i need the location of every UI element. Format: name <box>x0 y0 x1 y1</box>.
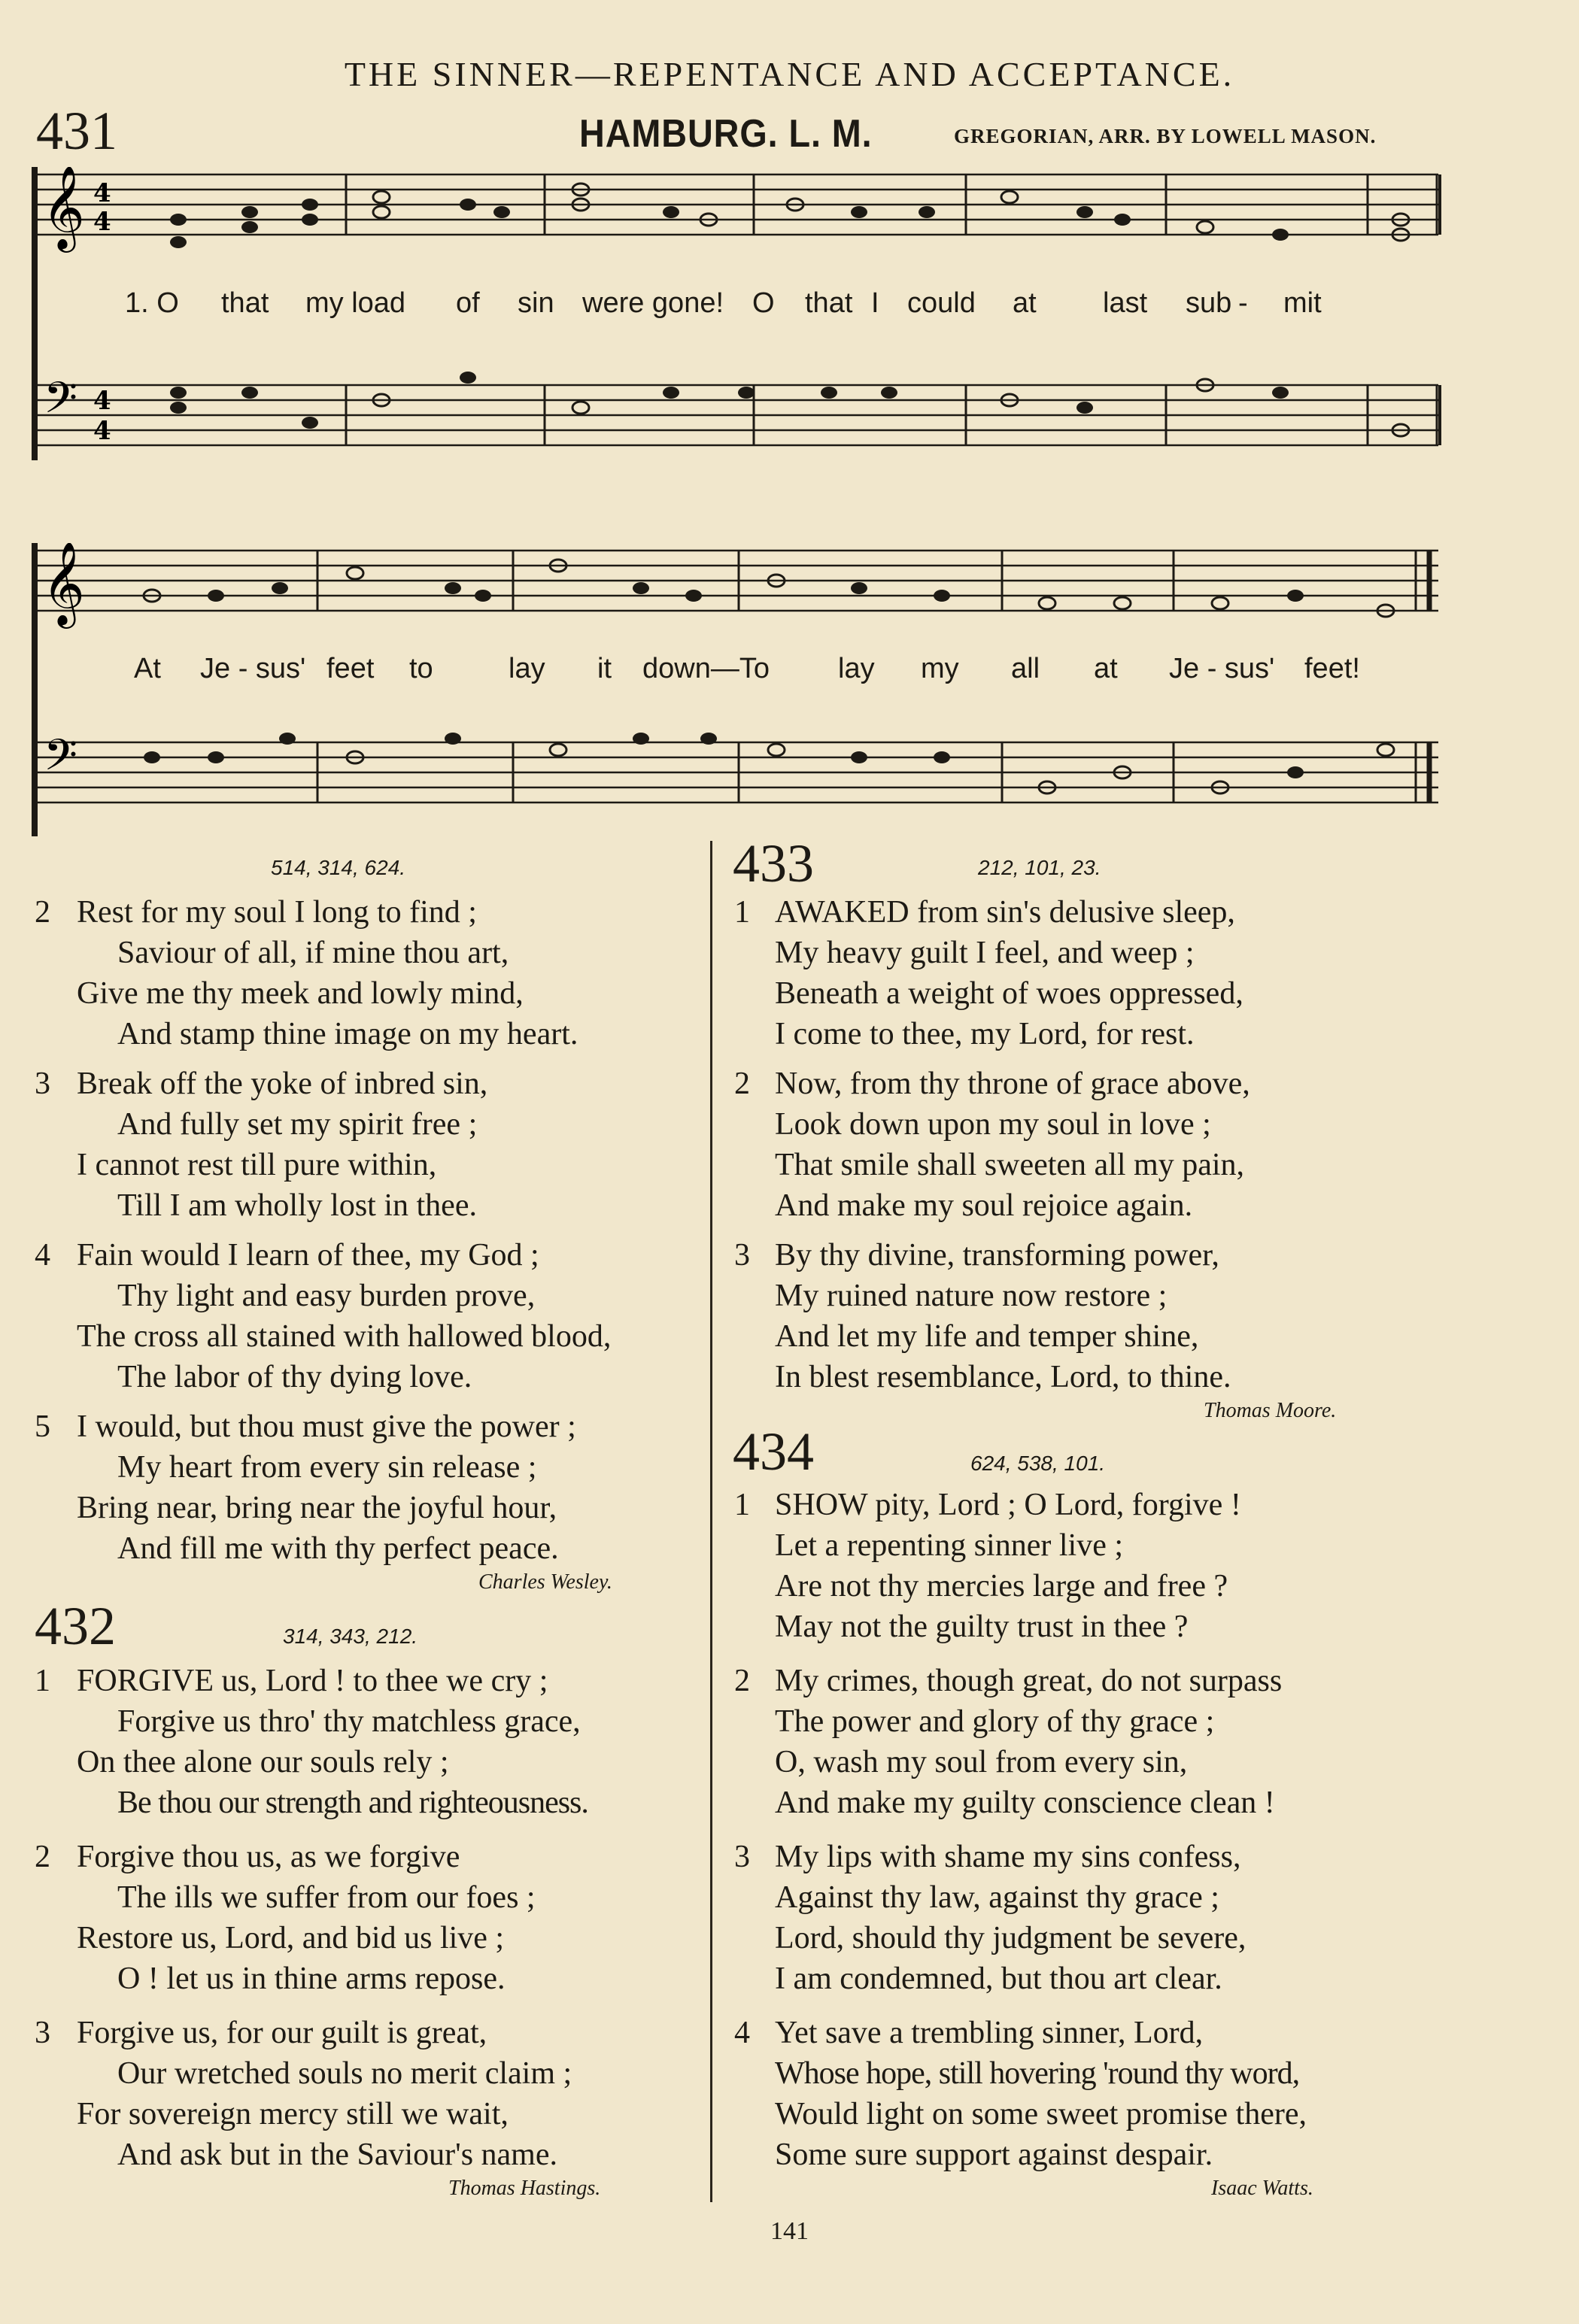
hymn-431-meter: 514, 314, 624. <box>271 856 406 879</box>
verse-line: The labor of thy dying love. <box>117 1360 472 1394</box>
verse-line: O ! let us in thine arms repose. <box>117 1961 506 1996</box>
lyric-syllable: Je - sus' <box>200 653 306 684</box>
verse-line: Be thou our strength and righteousness. <box>117 1785 588 1820</box>
verse-line: May not the guilty trust in thee ? <box>775 1610 1189 1644</box>
hymn-433-meter: 212, 101, 23. <box>978 856 1101 879</box>
stanza-number: 1 <box>35 1664 50 1698</box>
verse-line: O, wash my soul from every sin, <box>775 1745 1188 1779</box>
lyric-syllable: to <box>409 653 433 684</box>
lyric-syllable: mit <box>1283 287 1322 319</box>
lyric-syllable: - <box>1238 287 1248 319</box>
verse-line: In blest resemblance, Lord, to thine. <box>775 1360 1231 1394</box>
verse-line: AWAKED from sin's delusive sleep, <box>775 895 1235 930</box>
svg-text:4: 4 <box>93 416 111 446</box>
verse-line: Look down upon my soul in love ; <box>775 1107 1211 1142</box>
stanza-number: 5 <box>35 1409 50 1444</box>
verse-line: SHOW pity, Lord ; O Lord, forgive ! <box>775 1488 1241 1522</box>
verse-line: FORGIVE us, Lord ! to thee we cry ; <box>77 1664 548 1698</box>
stanza-number: 2 <box>734 1664 750 1698</box>
hymn-431-author: Charles Wesley. <box>478 1570 612 1594</box>
verse-line: Yet save a trembling sinner, Lord, <box>775 2016 1204 2050</box>
hymn-433-author: Thomas Moore. <box>1204 1399 1337 1422</box>
verse-line: By thy divine, transforming power, <box>775 1238 1219 1273</box>
treble-clef-icon: 𝄞 <box>42 167 85 249</box>
verse-line: And make my soul rejoice again. <box>775 1188 1193 1223</box>
svg-text:4: 4 <box>93 178 111 208</box>
lyric-syllable: of <box>456 287 480 319</box>
verse-line: I cannot rest till pure within, <box>77 1148 437 1182</box>
lyric-syllable: last <box>1103 287 1148 319</box>
lyrics-line-1 <box>125 287 1404 320</box>
lyrics-line-2 <box>134 653 1413 685</box>
treble-clef-icon: 𝄞 <box>42 543 85 625</box>
verse-line: The power and glory of thy grace ; <box>775 1704 1215 1739</box>
lyric-syllable: lay <box>838 653 875 684</box>
verse-line: I come to thee, my Lord, for rest. <box>775 1017 1195 1051</box>
verse-line: I would, but thou must give the power ; <box>77 1409 576 1444</box>
verse-line: For sovereign mercy still we wait, <box>77 2097 509 2131</box>
verse-line: That smile shall sweeten all my pain, <box>775 1148 1245 1182</box>
lyric-syllable: feet! <box>1304 653 1360 684</box>
score-staves-2 <box>32 543 1443 836</box>
lyric-syllable: At <box>134 653 161 684</box>
lyric-syllable: could <box>907 287 976 319</box>
tune-name: HAMBURG. L. M. <box>579 112 873 156</box>
verse-line: Are not thy mercies large and free ? <box>775 1569 1228 1603</box>
lyric-syllable: down—To <box>642 653 770 684</box>
lyric-syllable: at <box>1094 653 1118 684</box>
stanza-number: 1 <box>734 895 750 930</box>
verse-line: The ills we suffer from our foes ; <box>117 1880 536 1915</box>
verse-line: Rest for my soul I long to find ; <box>77 895 477 930</box>
column-divider <box>710 841 712 2202</box>
lyric-syllable: my load <box>305 287 406 319</box>
lyric-syllable: were gone! <box>582 287 724 319</box>
lyric-syllable: O <box>752 287 775 319</box>
lyric-syllable: that <box>221 287 269 319</box>
page-header: THE SINNER—REPENTANCE AND ACCEPTANCE. <box>344 55 1235 93</box>
hymn-433-number: 433 <box>733 833 814 893</box>
verse-line: Break off the yoke of inbred sin, <box>77 1066 488 1101</box>
hymn-432-meter: 314, 343, 212. <box>283 1625 418 1648</box>
verse-line: On thee alone our souls rely ; <box>77 1745 449 1779</box>
stanza-number: 2 <box>734 1066 750 1101</box>
verse-line: Against thy law, against thy grace ; <box>775 1880 1219 1915</box>
verse-line: I am condemned, but thou art clear. <box>775 1961 1222 1996</box>
verse-line: And stamp thine image on my heart. <box>117 1017 578 1051</box>
verse-line: My crimes, though great, do not surpass <box>775 1664 1283 1698</box>
music-system-2 <box>32 543 1443 836</box>
stanza-number: 3 <box>734 1238 750 1273</box>
lyric-syllable: sub <box>1186 287 1232 319</box>
lyric-syllable: my <box>921 653 959 684</box>
stanza-number: 2 <box>35 895 50 930</box>
hymn-434-author: Isaac Watts. <box>1211 2177 1313 2200</box>
lyric-syllable: at <box>1013 287 1037 319</box>
svg-text:4: 4 <box>93 207 111 237</box>
stanza-number: 3 <box>35 1066 50 1101</box>
hymn-432-number: 432 <box>35 1596 116 1656</box>
stanza-number: 3 <box>734 1840 750 1874</box>
stanza-number: 1 <box>734 1488 750 1522</box>
hymn-431-number: 431 <box>36 101 117 161</box>
verse-line: Saviour of all, if mine thou art, <box>117 936 509 970</box>
verse-line: Fain would I learn of thee, my God ; <box>77 1238 539 1273</box>
verse-line: My ruined nature now restore ; <box>775 1279 1168 1313</box>
verse-line: Beneath a weight of woes oppressed, <box>775 976 1243 1011</box>
hymn-434-number: 434 <box>733 1421 814 1482</box>
verse-line: And fill me with thy perfect peace. <box>117 1531 559 1566</box>
bass-clef-icon: 𝄢 <box>44 730 78 791</box>
hymn-432-author: Thomas Hastings. <box>448 2177 601 2200</box>
verse-line: Bring near, bring near the joyful hour, <box>77 1491 557 1525</box>
verse-line: And let my life and temper shine, <box>775 1319 1199 1354</box>
verse-line: Restore us, Lord, and bid us live ; <box>77 1921 505 1955</box>
lyric-syllable: lay <box>509 653 545 684</box>
verse-line: And make my guilty conscience clean ! <box>775 1785 1275 1820</box>
verse-line: The cross all stained with hallowed blood, <box>77 1319 612 1354</box>
stanza-number: 3 <box>35 2016 50 2050</box>
verse-line: Till I am wholly lost in thee. <box>117 1188 477 1223</box>
bass-clef-icon: 𝄢 <box>44 372 78 434</box>
verse-line: My heart from every sin release ; <box>117 1450 537 1485</box>
lyric-syllable: I <box>871 287 879 319</box>
verse-line: My lips with shame my sins confess, <box>775 1840 1241 1874</box>
verse-line: And ask but in the Saviour's name. <box>117 2137 557 2172</box>
stanza-number: 4 <box>734 2016 750 2050</box>
verse-line: Whose hope, still hovering 'round thy word, <box>775 2056 1300 2091</box>
lyric-syllable: sin <box>518 287 554 319</box>
lyric-syllable: Je - sus' <box>1169 653 1275 684</box>
composer-credit: GREGORIAN, ARR. BY LOWELL MASON. <box>954 125 1377 147</box>
stanza-number: 2 <box>35 1840 50 1874</box>
verse-line: My heavy guilt I feel, and weep ; <box>775 936 1195 970</box>
hymn-434-meter: 624, 538, 101. <box>970 1452 1106 1475</box>
page-number: 141 <box>770 2217 809 2245</box>
verse-line: Some sure support against despair. <box>775 2137 1213 2172</box>
verse-line: Forgive thou us, as we forgive <box>77 1840 460 1874</box>
verse-line: Our wretched souls no merit claim ; <box>117 2056 572 2091</box>
lyric-syllable: 1. O <box>125 287 179 319</box>
lyric-syllable: all <box>1011 653 1040 684</box>
svg-text:4: 4 <box>93 386 111 416</box>
verse-line: Let a repenting sinner live ; <box>775 1528 1124 1563</box>
verse-line: Forgive us, for our guilt is great, <box>77 2016 487 2050</box>
verse-line: Forgive us thro' thy matchless grace, <box>117 1704 581 1739</box>
verse-line: Give me thy meek and lowly mind, <box>77 976 524 1011</box>
stanza-number: 4 <box>35 1238 50 1273</box>
verse-line: And fully set my spirit free ; <box>117 1107 478 1142</box>
lyric-syllable: it <box>597 653 612 684</box>
verse-line: Now, from thy throne of grace above, <box>775 1066 1250 1101</box>
verse-line: Lord, should thy judgment be severe, <box>775 1921 1246 1955</box>
lyric-syllable: that <box>805 287 853 319</box>
verse-line: Would light on some sweet promise there, <box>775 2097 1307 2131</box>
verse-line: Thy light and easy burden prove, <box>117 1279 536 1313</box>
lyric-syllable: feet <box>326 653 375 684</box>
